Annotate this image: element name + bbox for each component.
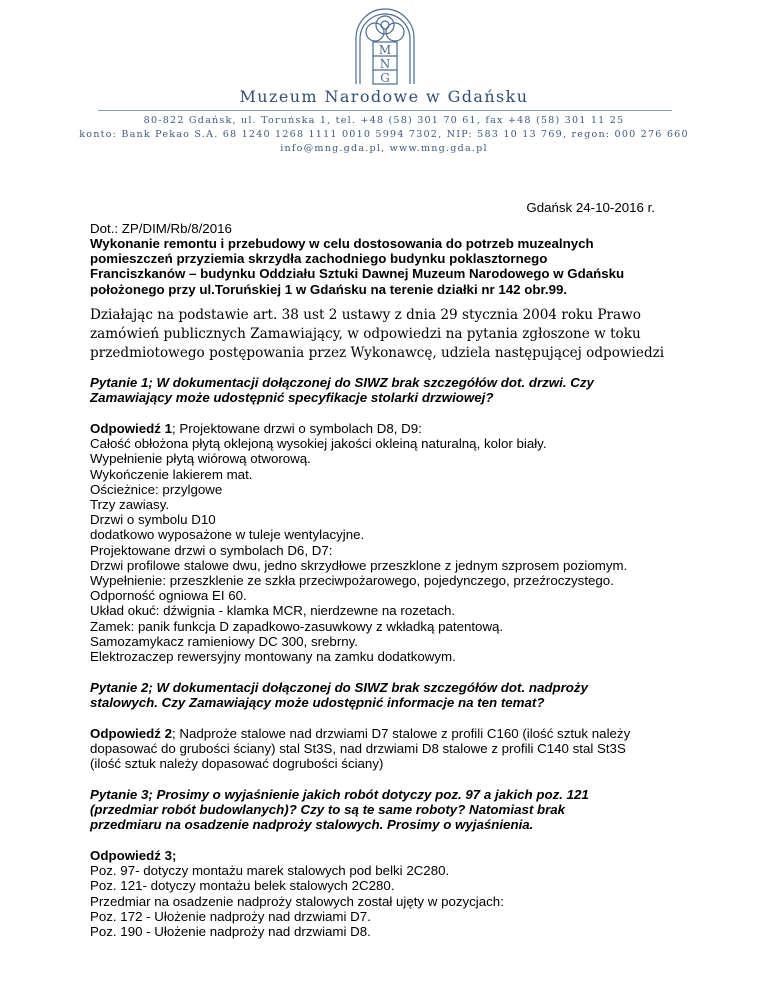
answer-line: (ilość sztuk należy dopasować dogrubości ściany) (90, 756, 384, 772)
question-3 (90, 787, 589, 833)
intro-line: zamówień publicznych Zamawiający, w odpowiedzi na pytania zgłoszone w toku (90, 326, 641, 342)
answer-line: dodatkowo wyposażone w tuleje wentylacyjne. (90, 527, 365, 543)
question-line: stalowych. Czy Zamawiający może udostępnić informacje na ten temat? (90, 695, 545, 711)
answer-1 (90, 421, 627, 664)
subject-line: położonego przy ul.Toruńskiej 1 w Gdańsku na terenie działki nr 142 obr.99. (90, 281, 568, 297)
answer-line: Układ okuć: dźwignia - klamka MCR, nierdzewne na rozetach. (90, 603, 456, 619)
answer-line: Drzwi profilowe stalowe dwu, jedno skrzydłowe przeszklone z jednym szprosem poziomym. (90, 557, 628, 573)
answer-line: Projektowane drzwi o symbolach D6, D7: (90, 542, 333, 558)
question-2 (90, 680, 588, 710)
answer-first-line (90, 421, 627, 436)
reference-number: Dot.: ZP/DIM/Rb/8/2016 (90, 221, 232, 236)
subject-block (90, 236, 624, 297)
question-line: Zamawiający może udostępnić specyfikacje stolarki drzwiowej? (90, 390, 494, 406)
answer-line: Przedmiar na osadzenie nadproży stalowych został ujęty w pozycjach: (90, 893, 504, 909)
letterhead-account: konto: Bank Pekao S.A. 68 1240 1268 1111 0010 5994 7302, NIP: 583 10 13 769, regon: 000 276 660 (79, 129, 689, 140)
answer-line: Wykończenie lakierem mat. (90, 466, 253, 482)
answer-first-line (90, 726, 630, 741)
answer-line: Odporność ogniowa EI 60. (90, 588, 247, 604)
answer-line: Ościeżnice: przylgowe (90, 481, 223, 497)
logo-letter-m: M (378, 43, 392, 57)
museum-name: Muzeum Narodowe w Gdańsku (239, 87, 529, 106)
answer-label: Odpowiedź 3; (90, 848, 177, 863)
question-line: (przedmiar robót budowlanych)? Czy to są te same roboty? Natomiast brak (90, 802, 566, 818)
answer-line: Trzy zawiasy. (90, 497, 170, 513)
subject-line: Franciszkanów – budynku Oddziału Sztuki Dawnej Muzeum Narodowego w Gdańsku (90, 266, 625, 282)
answer-line: Elektrozaczep rewersyjny montowany na zamku dodatkowym. (90, 649, 456, 665)
answer-line: Poz. 190 - Ułożenie nadproży nad drzwiami D8. (90, 924, 371, 940)
letterhead-address: 80-822 Gdańsk, ul. Toruńska 1, tel. +48 (58) 301 70 61, fax +48 (58) 301 11 25 (143, 115, 625, 126)
answer-3 (90, 848, 504, 939)
answer-line: Samozamykacz ramieniowy DC 300, srebrny. (90, 633, 358, 649)
answer-line: Zamek: panik funkcja D zapadkowo-zasuwkowy z wkładką patentową. (90, 618, 504, 634)
answer-line: Drzwi o symbolu D10 (90, 512, 216, 528)
question-line: Pytanie 2; W dokumentacji dołączonej do SIWZ brak szczegółów dot. nadproży (90, 680, 588, 695)
answer-first-text: ; Nadproże stalowe nad drzwiami D7 stalowe z profili C160 (ilość sztuk należy (172, 726, 631, 741)
intro-line: przedmiotowego postępowania przez Wykonawcę, udziela następującej odpowiedzi (90, 345, 665, 361)
answer-line: dopasować do grubości ściany) stal St3S, nad drzwiami D8 stalowe z profili C140 stal St3S (90, 741, 626, 757)
museum-logo (350, 6, 420, 86)
letterhead-divider (98, 110, 672, 111)
letterhead-contact: info@mng.gda.pl, www.mng.gda.pl (280, 143, 488, 154)
answer-line: Poz. 97- dotyczy montażu marek stalowych pod belki 2C280. (90, 863, 450, 879)
question-line: Pytanie 3; Prosimy o wyjaśnienie jakich robót dotyczy poz. 97 a jakich poz. 121 (90, 787, 589, 802)
answer-2 (90, 726, 630, 772)
logo-letter-n: N (379, 57, 391, 71)
intro-line: Działając na podstawie art. 38 ust 2 ustawy z dnia 29 stycznia 2004 roku Prawo (90, 307, 641, 323)
answer-line: Wypełnienie płytą wiórową otworową. (90, 451, 311, 467)
answer-first-text: ; Projektowane drzwi o symbolach D8, D9: (172, 421, 422, 436)
question-line: przedmiaru na osadzenie nadproży stalowych. Prosimy o wyjaśnienia. (90, 817, 534, 833)
intro-paragraph (90, 306, 664, 363)
subject-line: Wykonanie remontu i przebudowy w celu dostosowania do potrzeb muzealnych (90, 236, 594, 251)
answer-line: Poz. 121- dotyczy montażu belek stalowych 2C280. (90, 878, 395, 894)
question-1 (90, 375, 594, 405)
subject-line: pomieszczeń przyziemia skrzydła zachodniego budynku poklasztornego (90, 251, 548, 267)
answer-label: Odpowiedź 2 (90, 726, 173, 741)
answer-line: Wypełnienie: przeszklenie ze szkła przeciwpożarowego, pojedynczego, przeźroczystego. (90, 573, 614, 589)
logo-letter-g: G (380, 71, 390, 85)
question-line: Pytanie 1; W dokumentacji dołączonej do SIWZ brak szczegółów dot. drzwi. Czy (90, 375, 594, 390)
answer-label: Odpowiedź 1 (90, 421, 173, 436)
answer-line: Poz. 172 - Ułożenie nadproży nad drzwiami D7. (90, 908, 371, 924)
answer-line: Całość obłożona płytą oklejoną wysokiej jakości okleiną naturalną, kolor biały. (90, 436, 547, 452)
document-date: Gdańsk 24-10-2016 r. (526, 200, 655, 215)
